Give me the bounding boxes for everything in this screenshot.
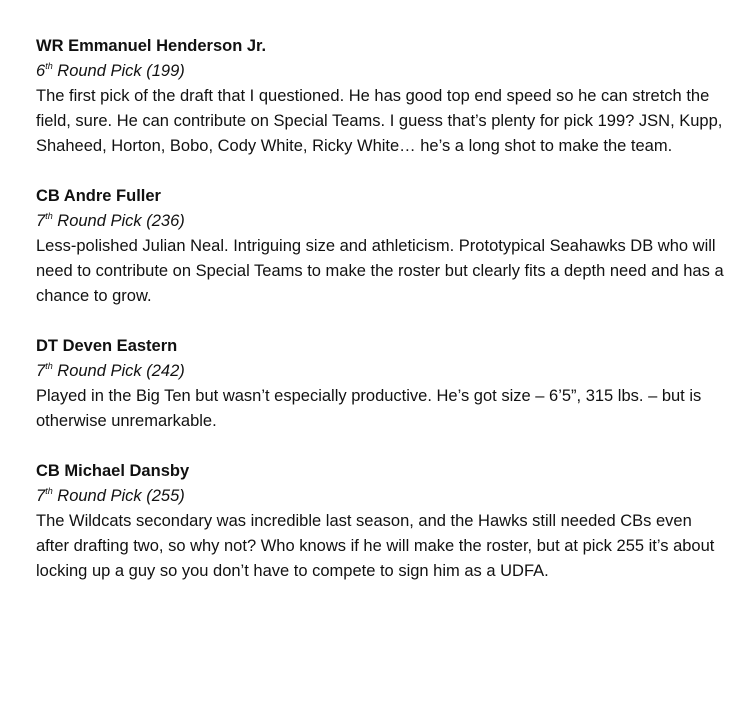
player-name: CB Michael Dansby: [36, 462, 190, 480]
round-pick-text: Round Pick (242): [52, 362, 185, 380]
round-ordinal-suffix: th: [45, 60, 53, 71]
round-pick: [36, 359, 726, 384]
draft-pick-entry: [36, 459, 726, 584]
player-name: WR Emmanuel Henderson Jr.: [36, 37, 267, 55]
draft-pick-entry: [36, 184, 726, 309]
round-ordinal-suffix: th: [45, 485, 53, 496]
round-number: 7: [36, 362, 46, 380]
round-pick-text: Round Pick (255): [52, 487, 185, 505]
player-description: Played in the Big Ten but wasn’t especially productive. He’s got size – 6’5”, 315 lbs. – but is otherwise unremarkable.: [36, 387, 702, 430]
player-description: The first pick of the draft that I questioned. He has good top end speed so he can stretch the field, sure. He can contribute on Special Teams. I guess that’s plenty for pick 199? JSN, Kupp, Shaheed, Horton, Bobo, Cody White, Ricky White… he’s a long shot to make the team.: [36, 87, 723, 155]
player-description: Less-polished Julian Neal. Intriguing size and athleticism. Prototypical Seahawks DB who will need to contribute on Special Teams to make the roster but clearly fits a depth need and has a chance to grow.: [36, 237, 724, 305]
round-ordinal-suffix: th: [45, 210, 53, 221]
round-pick: [36, 209, 726, 234]
draft-picks-document: [36, 34, 726, 609]
round-number: 7: [36, 212, 46, 230]
round-number: 6: [36, 62, 46, 80]
round-number: 7: [36, 487, 46, 505]
player-description: The Wildcats secondary was incredible last season, and the Hawks still needed CBs even after drafting two, so why not? Who knows if he will make the roster, but at pick 255 it’s about locking up a guy so you don’t have to compete to sign him as a UDFA.: [36, 512, 715, 580]
round-ordinal-suffix: th: [45, 360, 53, 371]
draft-pick-entry: [36, 34, 726, 159]
player-name: CB Andre Fuller: [36, 187, 161, 205]
round-pick: [36, 59, 726, 84]
round-pick-text: Round Pick (236): [52, 212, 185, 230]
round-pick-text: Round Pick (199): [52, 62, 185, 80]
player-name: DT Deven Eastern: [36, 337, 178, 355]
round-pick: [36, 484, 726, 509]
draft-pick-entry: [36, 334, 726, 434]
